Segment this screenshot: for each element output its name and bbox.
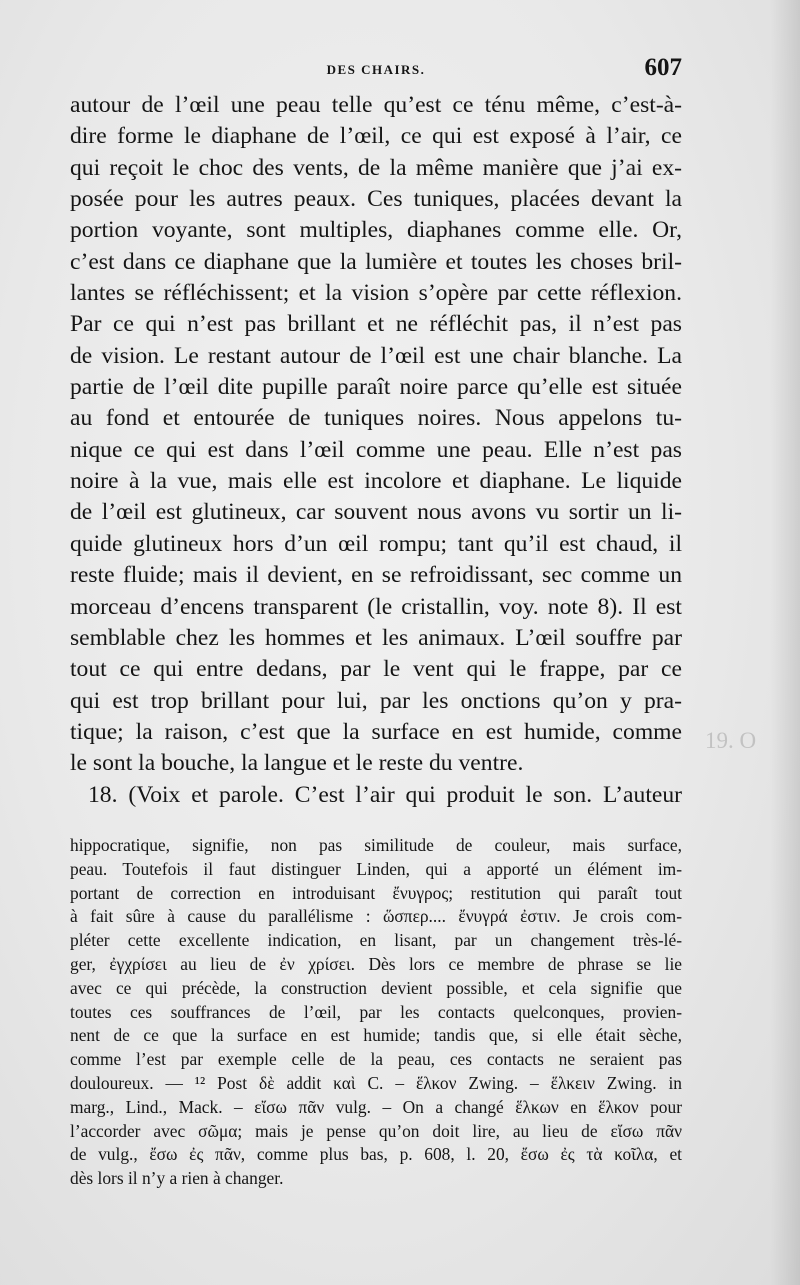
footnote-line: ger, ἐγχρίσει au lieu de ἐν χρίσει. Dès lors ce membre de phrase se lie: [70, 953, 682, 974]
footnotes-block: [70, 834, 682, 1191]
bleed-through-text: 19. O: [705, 728, 757, 753]
main-text-line: quide glutineux hors d’un œil rompu; tant qu’il est chaud, il: [70, 530, 682, 557]
footnote-line: douloureux. — ¹² Post δὲ addit καὶ C. – ἕλκον Zwing. – ἕλκειν Zwing. in: [70, 1072, 682, 1093]
main-text-line: partie de l’œil dite pupille paraît noire parce qu’elle est située: [70, 374, 682, 401]
main-text-line: tout ce qui entre dedans, par le vent qui le frappe, par ce: [70, 656, 682, 683]
section-heading-line: 18. (Voix et parole. C’est l’air qui produit le son. L’auteur: [88, 781, 682, 808]
footnote-line: portant de correction en introduisant ἔνυγρος; restitution qui paraît tout: [70, 882, 682, 903]
page-header: [70, 54, 682, 88]
main-text-line: reste fluide; mais il devient, en se refroidissant, sec comme un: [70, 562, 682, 589]
footnote-line: de vulg., ἔσω ἐς πᾶν, comme plus bas, p. 608, l. 20, ἔσω ἐς τὰ κοῖλα, et: [70, 1144, 682, 1165]
main-text-line: c’est dans ce diaphane que la lumière et toutes les choses bril-: [70, 248, 682, 275]
footnote-line: pléter cette excellente indication, en lisant, par un changement très-lé-: [70, 930, 682, 951]
main-text-line: de vision. Le restant autour de l’œil est une chair blanche. La: [70, 342, 682, 369]
footnote-line: peau. Toutefois il faut distinguer Linden, qui a apporté un élément im-: [70, 858, 682, 879]
running-head: DES CHAIRS.: [326, 62, 426, 77]
main-text-line: autour de l’œil une peau telle qu’est ce ténu même, c’est-à-: [70, 92, 682, 118]
main-text-line: de l’œil est glutineux, car souvent nous avons vu sortir un li-: [70, 499, 682, 526]
main-text-line: noire à la vue, mais elle est incolore et diaphane. Le liquide: [70, 468, 682, 495]
footnote-line: à fait sûre à cause du parallélisme : ὥσπερ.... ἔνυγρά ἐστιν. Je crois com-: [70, 906, 682, 927]
main-text-line: qui est trop brillant pour lui, par les onctions qu’on y pra-: [70, 687, 682, 714]
main-text-line: Par ce qui n’est pas brillant et ne réfléchit pas, il n’est pas: [70, 311, 682, 338]
main-text-line: nique ce qui est dans l’œil comme une peau. Elle n’est pas: [70, 436, 682, 463]
main-text-line: posée pour les autres peaux. Ces tuniques, placées devant la: [70, 186, 682, 213]
footnote-line: toutes ces souffrances de l’œil, par les contacts quelconques, provien-: [70, 1001, 682, 1022]
footnote-line: marg., Lind., Mack. – εἴσω πᾶν vulg. – On a changé ἕλκων en ἕλκον pour: [70, 1096, 682, 1117]
main-text-line: portion voyante, sont multiples, diaphanes comme elle. Or,: [70, 217, 682, 244]
main-text-line: dire forme le diaphane de l’œil, ce qui est exposé à l’air, ce: [70, 123, 682, 150]
main-text-block: [70, 90, 682, 811]
page-number: 607: [644, 54, 682, 81]
footnote-line: hippocratique, signifie, non pas similitude de couleur, mais surface,: [70, 835, 682, 855]
main-text-line: semblable chez les hommes et les animaux. L’œil souffre par: [70, 624, 682, 651]
footnote-line: avec ce qui précède, la construction devient possible, et cela signifie que: [70, 977, 682, 998]
main-text-line: qui reçoit le choc des vents, de la même manière que j’ai ex-: [70, 154, 682, 181]
footnote-line: dès lors il n’y a rien à changer.: [70, 1168, 284, 1189]
main-text-line: au fond et entourée de tuniques noires. Nous appelons tu-: [70, 405, 682, 432]
main-text-line: le sont la bouche, la langue et le reste du ventre.: [70, 750, 524, 777]
footnote-line: comme l’est par exemple celle de la peau, ces contacts ne seraient pas: [70, 1049, 682, 1070]
footnote-line: l’accorder avec σῶμα; mais je pense qu’on doit lire, au lieu de εἴσω πᾶν: [70, 1120, 682, 1141]
main-text-line: tique; la raison, c’est que la surface en est humide, comme: [70, 718, 682, 745]
main-text-line: lantes se réfléchissent; et la vision s’opère par cette réflexion.: [70, 280, 682, 307]
main-text-line: morceau d’encens transparent (le cristallin, voy. note 8). Il est: [70, 593, 682, 620]
footnote-line: nent de ce que la surface en est humide; tandis que, si elle était sèche,: [70, 1025, 682, 1046]
